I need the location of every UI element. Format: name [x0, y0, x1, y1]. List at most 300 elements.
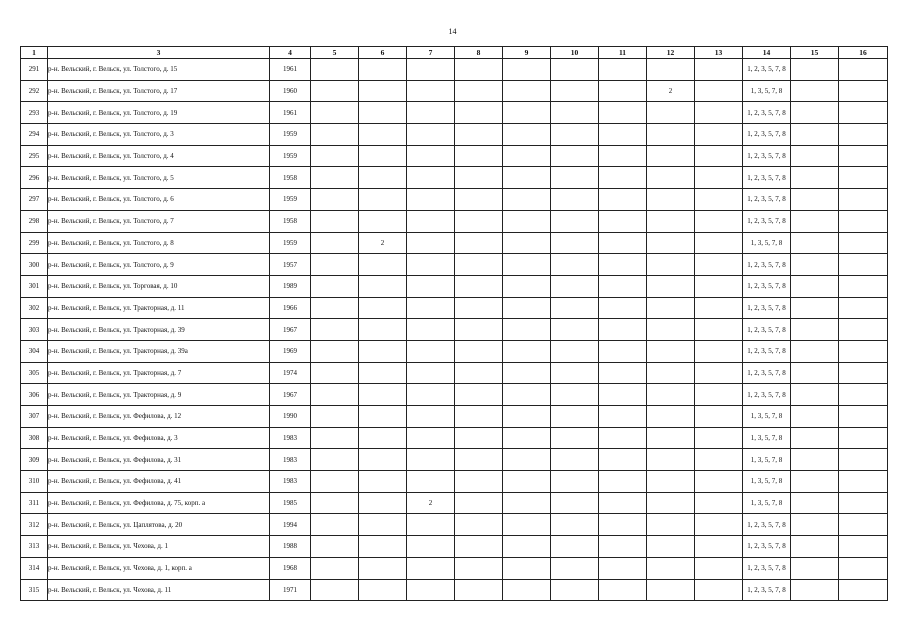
year-cell: 1958 [270, 210, 311, 232]
cell-col-12 [647, 167, 695, 189]
address-cell: р-н. Вельский, г. Вельск, ул. Чехова, д. 1 [48, 536, 270, 558]
cell-col-7 [407, 449, 455, 471]
cell-col-15 [791, 492, 839, 514]
row-number: 296 [21, 167, 48, 189]
cell-col-12 [647, 557, 695, 579]
cell-col-7 [407, 406, 455, 428]
cell-col-5 [311, 319, 359, 341]
cell-col-7 [407, 557, 455, 579]
cell-col-12 [647, 384, 695, 406]
cell-col-10 [551, 471, 599, 493]
cell-col-7 [407, 124, 455, 146]
cell-col-11 [599, 275, 647, 297]
cell-col-9 [503, 232, 551, 254]
cell-col-15 [791, 471, 839, 493]
cell-col-15 [791, 254, 839, 276]
cell-col-11 [599, 319, 647, 341]
year-cell: 1957 [270, 254, 311, 276]
cell-col-10 [551, 275, 599, 297]
cell-col-10 [551, 557, 599, 579]
cell-col-8 [455, 124, 503, 146]
cell-col-9 [503, 471, 551, 493]
table-header [21, 47, 888, 59]
cell-col-8 [455, 145, 503, 167]
cell-col-13 [695, 536, 743, 558]
cell-col-9 [503, 340, 551, 362]
address-cell: р-н. Вельский, г. Вельск, ул. Фефилова, д. 41 [48, 471, 270, 493]
cell-col-9 [503, 59, 551, 81]
cell-col-15 [791, 514, 839, 536]
table-row [21, 362, 888, 384]
cell-col-14: 1, 2, 3, 5, 7, 8 [743, 557, 791, 579]
cell-col-10 [551, 406, 599, 428]
cell-col-15 [791, 557, 839, 579]
cell-col-11 [599, 297, 647, 319]
cell-col-6 [359, 210, 407, 232]
address-cell: р-н. Вельский, г. Вельск, ул. Толстого, д. 9 [48, 254, 270, 276]
cell-col-15 [791, 59, 839, 81]
cell-col-13 [695, 145, 743, 167]
cell-col-16 [839, 275, 888, 297]
table-row [21, 514, 888, 536]
cell-col-15 [791, 340, 839, 362]
cell-col-7: 2 [407, 492, 455, 514]
cell-col-13 [695, 319, 743, 341]
cell-col-9 [503, 189, 551, 211]
cell-col-5 [311, 275, 359, 297]
cell-col-7 [407, 167, 455, 189]
cell-col-13 [695, 557, 743, 579]
cell-col-11 [599, 210, 647, 232]
table-row [21, 80, 888, 102]
cell-col-14: 1, 2, 3, 5, 7, 8 [743, 514, 791, 536]
cell-col-8 [455, 406, 503, 428]
cell-col-14: 1, 2, 3, 5, 7, 8 [743, 362, 791, 384]
cell-col-8 [455, 254, 503, 276]
address-cell: р-н. Вельский, г. Вельск, ул. Фефилова, д. 75, корп. а [48, 492, 270, 514]
cell-col-11 [599, 427, 647, 449]
cell-col-8 [455, 492, 503, 514]
address-cell: р-н. Вельский, г. Вельск, ул. Фефилова, д. 3 [48, 427, 270, 449]
year-cell: 1967 [270, 384, 311, 406]
row-number: 311 [21, 492, 48, 514]
cell-col-10 [551, 167, 599, 189]
table-row [21, 210, 888, 232]
row-number: 304 [21, 340, 48, 362]
cell-col-5 [311, 406, 359, 428]
table-row [21, 275, 888, 297]
cell-col-8 [455, 449, 503, 471]
cell-col-16 [839, 492, 888, 514]
cell-col-8 [455, 232, 503, 254]
row-number: 299 [21, 232, 48, 254]
cell-col-16 [839, 471, 888, 493]
year-cell: 1961 [270, 102, 311, 124]
cell-col-10 [551, 492, 599, 514]
cell-col-11 [599, 492, 647, 514]
row-number: 302 [21, 297, 48, 319]
address-cell: р-н. Вельский, г. Вельск, ул. Чехова, д. 1, корп. а [48, 557, 270, 579]
cell-col-6 [359, 362, 407, 384]
address-cell: р-н. Вельский, г. Вельск, ул. Чехова, д. 11 [48, 579, 270, 601]
table-row [21, 340, 888, 362]
cell-col-11 [599, 102, 647, 124]
cell-col-7 [407, 232, 455, 254]
cell-col-13 [695, 232, 743, 254]
cell-col-9 [503, 210, 551, 232]
table-row [21, 297, 888, 319]
cell-col-5 [311, 471, 359, 493]
cell-col-15 [791, 102, 839, 124]
cell-col-8 [455, 362, 503, 384]
cell-col-7 [407, 297, 455, 319]
cell-col-7 [407, 514, 455, 536]
cell-col-11 [599, 406, 647, 428]
cell-col-16 [839, 254, 888, 276]
table-row [21, 579, 888, 601]
cell-col-16 [839, 232, 888, 254]
cell-col-15 [791, 406, 839, 428]
column-header-7: 7 [407, 47, 455, 59]
cell-col-13 [695, 492, 743, 514]
cell-col-13 [695, 102, 743, 124]
row-number: 313 [21, 536, 48, 558]
year-cell: 1983 [270, 471, 311, 493]
cell-col-16 [839, 102, 888, 124]
cell-col-8 [455, 427, 503, 449]
cell-col-10 [551, 254, 599, 276]
cell-col-5 [311, 80, 359, 102]
cell-col-14: 1, 2, 3, 5, 7, 8 [743, 275, 791, 297]
cell-col-8 [455, 514, 503, 536]
cell-col-13 [695, 449, 743, 471]
cell-col-8 [455, 579, 503, 601]
address-cell: р-н. Вельский, г. Вельск, ул. Фефилова, д. 31 [48, 449, 270, 471]
year-cell: 1960 [270, 80, 311, 102]
cell-col-8 [455, 536, 503, 558]
column-header-11: 11 [599, 47, 647, 59]
address-cell: р-н. Вельский, г. Вельск, ул. Тракторная, д. 7 [48, 362, 270, 384]
cell-col-10 [551, 145, 599, 167]
cell-col-14: 1, 2, 3, 5, 7, 8 [743, 536, 791, 558]
cell-col-11 [599, 579, 647, 601]
cell-col-6 [359, 59, 407, 81]
cell-col-12 [647, 210, 695, 232]
cell-col-7 [407, 319, 455, 341]
cell-col-12 [647, 59, 695, 81]
cell-col-10 [551, 102, 599, 124]
column-header-10: 10 [551, 47, 599, 59]
year-cell: 1967 [270, 319, 311, 341]
cell-col-14: 1, 2, 3, 5, 7, 8 [743, 254, 791, 276]
cell-col-5 [311, 210, 359, 232]
table-row [21, 59, 888, 81]
cell-col-13 [695, 210, 743, 232]
cell-col-9 [503, 579, 551, 601]
table-row [21, 189, 888, 211]
cell-col-11 [599, 384, 647, 406]
cell-col-5 [311, 514, 359, 536]
cell-col-12 [647, 471, 695, 493]
cell-col-6 [359, 145, 407, 167]
cell-col-6 [359, 124, 407, 146]
cell-col-10 [551, 297, 599, 319]
year-cell: 1983 [270, 449, 311, 471]
cell-col-15 [791, 232, 839, 254]
cell-col-10 [551, 384, 599, 406]
row-number: 292 [21, 80, 48, 102]
cell-col-16 [839, 449, 888, 471]
page-number: 14 [448, 27, 457, 36]
cell-col-7 [407, 362, 455, 384]
table-body [21, 59, 888, 601]
address-cell: р-н. Вельский, г. Вельск, ул. Толстого, д. 17 [48, 80, 270, 102]
cell-col-13 [695, 340, 743, 362]
cell-col-10 [551, 579, 599, 601]
year-cell: 1971 [270, 579, 311, 601]
cell-col-5 [311, 124, 359, 146]
address-cell: р-н. Вельский, г. Вельск, ул. Толстого, д. 5 [48, 167, 270, 189]
cell-col-5 [311, 557, 359, 579]
cell-col-9 [503, 384, 551, 406]
cell-col-8 [455, 189, 503, 211]
cell-col-11 [599, 167, 647, 189]
cell-col-11 [599, 254, 647, 276]
cell-col-10 [551, 232, 599, 254]
cell-col-16 [839, 340, 888, 362]
row-number: 312 [21, 514, 48, 536]
table-row [21, 406, 888, 428]
cell-col-11 [599, 471, 647, 493]
cell-col-5 [311, 189, 359, 211]
cell-col-13 [695, 362, 743, 384]
cell-col-9 [503, 145, 551, 167]
cell-col-8 [455, 384, 503, 406]
cell-col-16 [839, 427, 888, 449]
cell-col-12 [647, 232, 695, 254]
cell-col-5 [311, 167, 359, 189]
cell-col-7 [407, 210, 455, 232]
address-cell: р-н. Вельский, г. Вельск, ул. Толстого, д. 8 [48, 232, 270, 254]
address-cell: р-н. Вельский, г. Вельск, ул. Тракторная, д. 39 [48, 319, 270, 341]
column-header-9: 9 [503, 47, 551, 59]
year-cell: 1959 [270, 189, 311, 211]
cell-col-12 [647, 536, 695, 558]
cell-col-14: 1, 2, 3, 5, 7, 8 [743, 579, 791, 601]
table-row [21, 319, 888, 341]
cell-col-6 [359, 102, 407, 124]
cell-col-10 [551, 449, 599, 471]
address-cell: р-н. Вельский, г. Вельск, ул. Толстого, д. 19 [48, 102, 270, 124]
cell-col-16 [839, 80, 888, 102]
row-number: 309 [21, 449, 48, 471]
cell-col-7 [407, 275, 455, 297]
cell-col-16 [839, 210, 888, 232]
cell-col-12 [647, 449, 695, 471]
cell-col-14: 1, 2, 3, 5, 7, 8 [743, 340, 791, 362]
year-cell: 1988 [270, 536, 311, 558]
cell-col-6 [359, 254, 407, 276]
cell-col-5 [311, 145, 359, 167]
cell-col-6 [359, 514, 407, 536]
cell-col-7 [407, 189, 455, 211]
cell-col-9 [503, 124, 551, 146]
cell-col-9 [503, 102, 551, 124]
cell-col-5 [311, 492, 359, 514]
cell-col-6 [359, 167, 407, 189]
cell-col-7 [407, 340, 455, 362]
year-cell: 1961 [270, 59, 311, 81]
row-number: 315 [21, 579, 48, 601]
cell-col-16 [839, 536, 888, 558]
cell-col-10 [551, 210, 599, 232]
address-cell: р-н. Вельский, г. Вельск, ул. Толстого, д. 7 [48, 210, 270, 232]
address-cell: р-н. Вельский, г. Вельск, ул. Тракторная, д. 9 [48, 384, 270, 406]
address-cell: р-н. Вельский, г. Вельск, ул. Тракторная, д. 39а [48, 340, 270, 362]
cell-col-11 [599, 362, 647, 384]
cell-col-8 [455, 471, 503, 493]
cell-col-12 [647, 362, 695, 384]
year-cell: 1994 [270, 514, 311, 536]
cell-col-6 [359, 449, 407, 471]
cell-col-14: 1, 2, 3, 5, 7, 8 [743, 102, 791, 124]
cell-col-11 [599, 536, 647, 558]
cell-col-11 [599, 124, 647, 146]
cell-col-10 [551, 427, 599, 449]
column-header-14: 14 [743, 47, 791, 59]
cell-col-13 [695, 514, 743, 536]
cell-col-13 [695, 384, 743, 406]
cell-col-9 [503, 80, 551, 102]
cell-col-15 [791, 362, 839, 384]
cell-col-8 [455, 275, 503, 297]
year-cell: 1969 [270, 340, 311, 362]
cell-col-5 [311, 102, 359, 124]
cell-col-16 [839, 59, 888, 81]
cell-col-14: 1, 3, 5, 7, 8 [743, 471, 791, 493]
cell-col-7 [407, 102, 455, 124]
cell-col-5 [311, 384, 359, 406]
cell-col-9 [503, 514, 551, 536]
column-header-13: 13 [695, 47, 743, 59]
cell-col-16 [839, 514, 888, 536]
cell-col-6 [359, 579, 407, 601]
row-number: 297 [21, 189, 48, 211]
cell-col-14: 1, 2, 3, 5, 7, 8 [743, 167, 791, 189]
cell-col-11 [599, 145, 647, 167]
cell-col-8 [455, 167, 503, 189]
column-header-3: 3 [48, 47, 270, 59]
cell-col-9 [503, 449, 551, 471]
address-cell: р-н. Вельский, г. Вельск, ул. Толстого, д. 6 [48, 189, 270, 211]
cell-col-13 [695, 427, 743, 449]
cell-col-10 [551, 124, 599, 146]
cell-col-16 [839, 362, 888, 384]
cell-col-10 [551, 362, 599, 384]
cell-col-11 [599, 449, 647, 471]
column-header-6: 6 [359, 47, 407, 59]
cell-col-5 [311, 579, 359, 601]
cell-col-9 [503, 275, 551, 297]
cell-col-5 [311, 449, 359, 471]
cell-col-15 [791, 536, 839, 558]
cell-col-13 [695, 124, 743, 146]
address-cell: р-н. Вельский, г. Вельск, ул. Толстого, д. 15 [48, 59, 270, 81]
cell-col-13 [695, 167, 743, 189]
year-cell: 1983 [270, 427, 311, 449]
year-cell: 1959 [270, 145, 311, 167]
cell-col-7 [407, 80, 455, 102]
cell-col-13 [695, 189, 743, 211]
cell-col-12 [647, 427, 695, 449]
year-cell: 1989 [270, 275, 311, 297]
cell-col-8 [455, 80, 503, 102]
cell-col-8 [455, 340, 503, 362]
column-header-8: 8 [455, 47, 503, 59]
cell-col-14: 1, 3, 5, 7, 8 [743, 232, 791, 254]
cell-col-14: 1, 2, 3, 5, 7, 8 [743, 59, 791, 81]
cell-col-6 [359, 189, 407, 211]
column-header-15: 15 [791, 47, 839, 59]
cell-col-6 [359, 427, 407, 449]
row-number: 298 [21, 210, 48, 232]
row-number: 305 [21, 362, 48, 384]
cell-col-14: 1, 3, 5, 7, 8 [743, 449, 791, 471]
year-cell: 1958 [270, 167, 311, 189]
cell-col-10 [551, 59, 599, 81]
address-cell: р-н. Вельский, г. Вельск, ул. Торговая, д. 10 [48, 275, 270, 297]
cell-col-10 [551, 536, 599, 558]
cell-col-10 [551, 514, 599, 536]
table-row [21, 145, 888, 167]
cell-col-12 [647, 297, 695, 319]
row-number: 300 [21, 254, 48, 276]
cell-col-14: 1, 3, 5, 7, 8 [743, 427, 791, 449]
cell-col-10 [551, 80, 599, 102]
cell-col-6 [359, 536, 407, 558]
cell-col-5 [311, 59, 359, 81]
cell-col-6: 2 [359, 232, 407, 254]
table-row [21, 384, 888, 406]
cell-col-9 [503, 492, 551, 514]
row-number: 291 [21, 59, 48, 81]
table-row [21, 471, 888, 493]
cell-col-8 [455, 319, 503, 341]
cell-col-16 [839, 384, 888, 406]
cell-col-6 [359, 297, 407, 319]
table-row [21, 449, 888, 471]
cell-col-13 [695, 254, 743, 276]
cell-col-9 [503, 406, 551, 428]
cell-col-7 [407, 471, 455, 493]
cell-col-6 [359, 557, 407, 579]
cell-col-11 [599, 340, 647, 362]
cell-col-12 [647, 102, 695, 124]
cell-col-9 [503, 536, 551, 558]
cell-col-16 [839, 406, 888, 428]
cell-col-6 [359, 340, 407, 362]
cell-col-6 [359, 471, 407, 493]
cell-col-11 [599, 80, 647, 102]
cell-col-15 [791, 384, 839, 406]
cell-col-9 [503, 319, 551, 341]
cell-col-14: 1, 3, 5, 7, 8 [743, 492, 791, 514]
cell-col-8 [455, 210, 503, 232]
cell-col-5 [311, 536, 359, 558]
cell-col-15 [791, 145, 839, 167]
cell-col-6 [359, 319, 407, 341]
cell-col-7 [407, 579, 455, 601]
